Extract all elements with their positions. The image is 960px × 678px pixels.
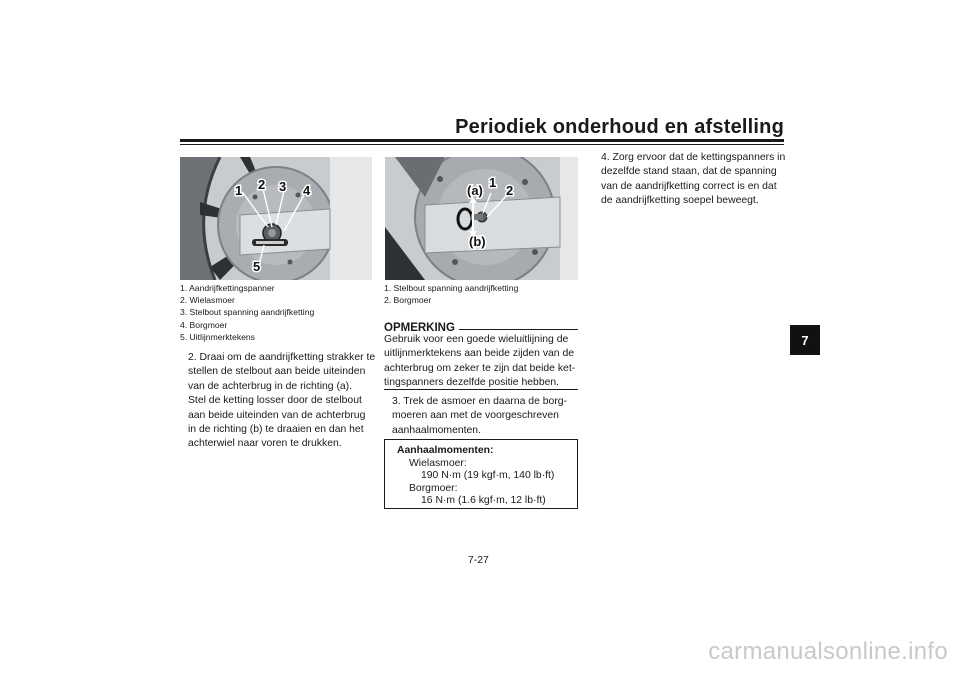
text-line: aanhaalmomenten. xyxy=(392,424,481,436)
figure-2-photo xyxy=(385,157,578,280)
text-line: 3. Trek de asmoer en daarna de borg- xyxy=(392,396,568,407)
note-heading xyxy=(384,318,578,332)
callout-1: 1 xyxy=(235,183,243,198)
text-line: achterbrug om zeker te zijn dat beide ket- xyxy=(384,362,576,374)
text-line: aan beide uiteinden van de achterbrug xyxy=(188,409,366,421)
watermark: carmanualsonline.info xyxy=(708,638,948,665)
text-line: uitlijnmerktekens aan beide zijden van de xyxy=(384,348,575,360)
text-line: stellen de stelbout aan beide uiteinden xyxy=(188,366,366,378)
header-rule-thin xyxy=(180,144,784,145)
callout-b: (b) xyxy=(469,234,486,249)
callout-3: 3 xyxy=(279,179,287,194)
figure-1-photo xyxy=(180,157,372,280)
figure-2-illustration xyxy=(385,157,578,280)
step-4 xyxy=(597,151,803,209)
note-end-rule xyxy=(384,389,578,390)
text-line: moeren aan met de voorgeschreven xyxy=(392,410,559,422)
callout-4: 4 xyxy=(303,183,311,198)
figure-2-captions xyxy=(384,282,518,306)
torque-specs-box xyxy=(384,439,578,509)
text-line: achterwiel naar voren te drukken. xyxy=(188,438,342,450)
text-line: dezelfde stand staan, dat de spanning xyxy=(601,166,777,178)
text-line: 4. Zorg ervoor dat de kettingspanners in xyxy=(601,152,786,163)
text-line: tingspanners dezelfde positie hebben. xyxy=(384,377,560,389)
text-line: van de achterbrug in de richting (a). xyxy=(188,380,353,392)
page-number: 7-27 xyxy=(468,555,489,566)
torque-item-value: 190 N·m (19 kgf·m, 140 lb·ft) xyxy=(421,470,555,482)
chapter-tab: 7 xyxy=(790,325,820,355)
callout-a: (a) xyxy=(467,183,483,198)
step-3 xyxy=(388,395,596,438)
caption-item: 2. Wielasmoer xyxy=(180,295,235,306)
callout-5: 5 xyxy=(253,259,261,274)
step-2 xyxy=(184,351,390,452)
caption-item: 1. Aandrijfkettingspanner xyxy=(180,283,275,293)
text-line: Stel de ketting losser door de stelbout xyxy=(188,395,362,407)
text-line: 2. Draai om de aandrijfketting strakker te xyxy=(188,352,376,363)
callout-2: 2 xyxy=(506,183,514,198)
text-line: Gebruik voor een goede wieluitlijning de xyxy=(384,334,569,345)
text-line: van de aandrijfketting correct is en dat xyxy=(601,180,777,192)
note-body xyxy=(384,333,578,391)
text-line: de aandrijfketting soepel beweegt. xyxy=(601,195,759,207)
callout-1: 1 xyxy=(489,175,497,190)
note-heading-label: OPMERKING xyxy=(384,322,459,334)
caption-item: 2. Borgmoer xyxy=(384,295,432,306)
figure-1-illustration xyxy=(180,157,372,280)
torque-item-label: Borgmoer: xyxy=(409,482,458,494)
figure-1-captions xyxy=(180,282,314,343)
caption-item: 5. Uitlijnmerktekens xyxy=(180,331,255,342)
torque-item-value: 16 N·m (1.6 kgf·m, 12 lb·ft) xyxy=(421,495,546,507)
torque-title: Aanhaalmomenten: xyxy=(397,445,494,456)
header-rule xyxy=(180,139,784,142)
text-line: in de richting (b) te draaien en dan het xyxy=(188,424,364,436)
page-title: Periodiek onderhoud en afstelling xyxy=(455,116,784,138)
caption-item: 1. Stelbout spanning aandrijfketting xyxy=(384,283,519,293)
callout-2: 2 xyxy=(258,177,266,192)
torque-item-label: Wielasmoer: xyxy=(409,457,467,469)
caption-item: 4. Borgmoer xyxy=(180,319,228,330)
caption-item: 3. Stelbout spanning aandrijfketting xyxy=(180,307,315,318)
